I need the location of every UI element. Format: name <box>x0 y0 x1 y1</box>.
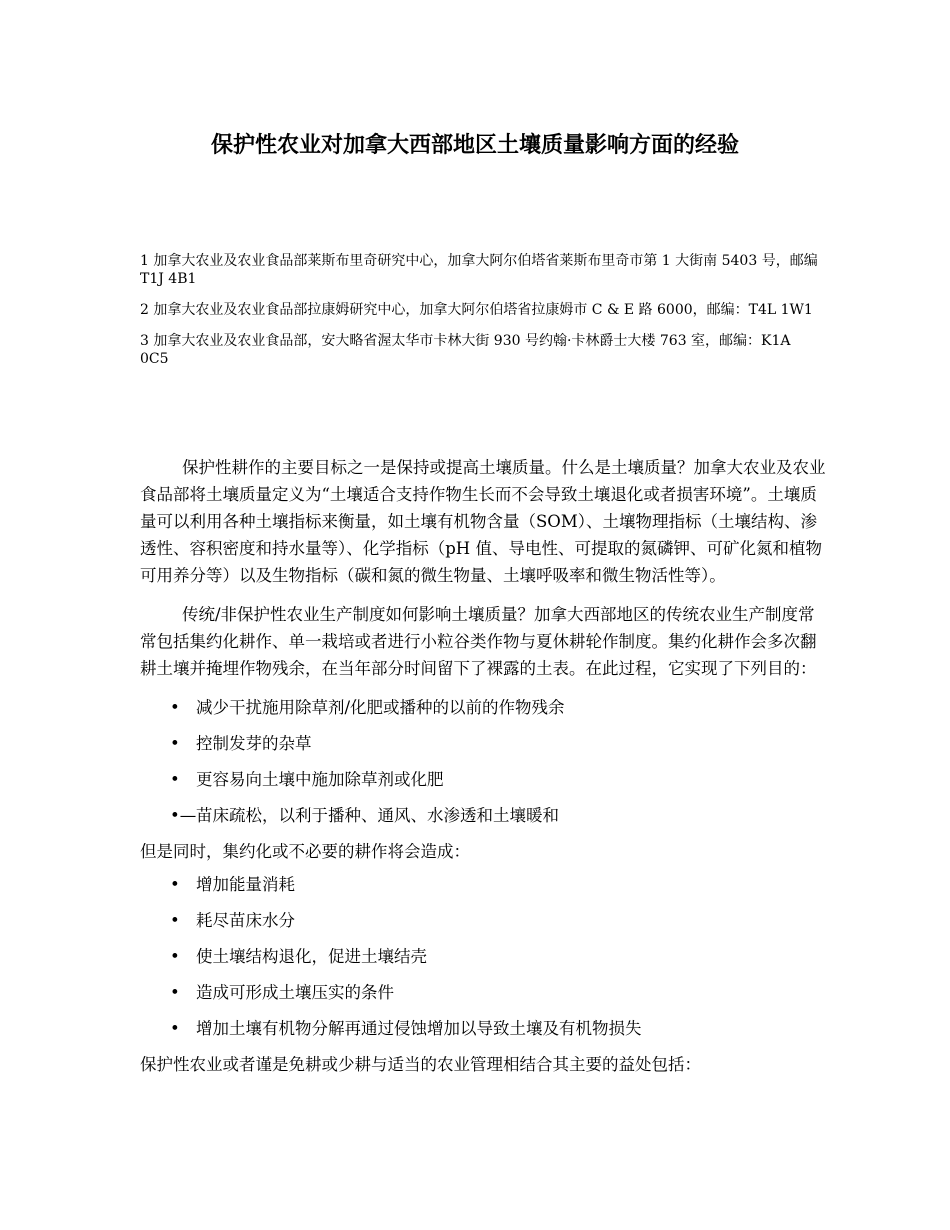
bullet-icon: • <box>170 875 180 894</box>
bullet-icon: • <box>170 947 180 966</box>
bullet-icon: • <box>170 698 180 717</box>
list-item <box>140 907 830 934</box>
list-item-text: 苗床疏松，以利于播种、通风、水渗透和土壤暖和 <box>196 806 559 825</box>
list-item <box>140 943 830 970</box>
list-item-text: 使土壤结构退化，促进土壤结壳 <box>196 947 427 966</box>
list-item-text: 增加土壤有机物分解再通过侵蚀增加以导致土壤及有机物损失 <box>196 1019 642 1038</box>
bullet-icon: • <box>170 911 180 930</box>
list-item-text: 增加能量消耗 <box>196 875 295 894</box>
affiliation-2: 2 加拿大农业及农业食品部拉康姆研究中心，加拿大阿尔伯塔省拉康姆市 C & E 路 6000，邮编：T4L 1W1 <box>140 302 813 318</box>
affiliation-1: 1 加拿大农业及农业食品部莱斯布里奇研究中心，加拿大阿尔伯塔省莱斯布里奇市第 1 大街南 5403 号，邮编 T1J 4B1 <box>140 253 818 287</box>
list-item-text: 减少干扰施用除草剂/化肥或播种的以前的作物残余 <box>196 698 565 717</box>
list-item-text: 耗尽苗床水分 <box>196 911 295 930</box>
list-item <box>140 802 830 829</box>
bullet-icon: • <box>170 734 180 753</box>
bullet-icon: • <box>170 983 180 1002</box>
tillage-purposes-list <box>140 694 830 829</box>
list-item-text: 造成可形成土壤压实的条件 <box>196 983 394 1002</box>
paragraph-soil-quality: 保护性耕作的主要目标之一是保持或提高土壤质量。什么是土壤质量？加拿大农业及农业食品部将土壤质量定义为“土壤适合支持作物生长而不会导致土壤退化或者损害环境”。土壤质量可以利用各种土壤指标来衡量，如土壤有机物含量（SOM）、土壤物理指标（土壤结构、渗透性、容积密度和持水量等）、化学指标（pH 值、导电性、可提取的氮磷钾、可矿化氮和植物可用养分等）以及生物指标（碳和氮的微生物量、土壤呼吸率和微生物活性等）。 <box>140 458 826 585</box>
list-item-text: 更容易向土壤中施加除草剂或化肥 <box>196 770 444 789</box>
list-item <box>140 694 830 721</box>
paragraph-intensive-effects: 但是同时，集约化或不必要的耕作将会造成： <box>140 842 470 861</box>
list-item <box>140 766 830 793</box>
intensive-tillage-effects-list <box>140 871 830 1042</box>
bullet-icon: • <box>170 1019 180 1038</box>
list-item <box>140 730 830 757</box>
bullet-dash-icon: •— <box>170 806 197 825</box>
list-item <box>140 979 830 1006</box>
paragraph-conservation-benefits: 保护性农业或者谨是免耕或少耕与适当的农业管理相结合其主要的益处包括： <box>140 1055 701 1074</box>
paragraph-traditional-farming: 传统/非保护性农业生产制度如何影响土壤质量？加拿大西部地区的传统农业生产制度常常包括集约化耕作、单一栽培或者进行小粒谷类作物与夏休耕轮作制度。集约化耕作会多次翻耕土壤并掩埋作物残余，在当年部分时间留下了裸露的土表。在此过程，它实现了下列目的： <box>140 605 817 678</box>
page-title: 保护性农业对加拿大西部地区土壤质量影响方面的经验 <box>210 132 739 158</box>
list-item-text: 控制发芽的杂草 <box>196 734 312 753</box>
affiliations <box>140 252 820 381</box>
list-item <box>140 871 830 898</box>
body-text <box>140 454 830 1084</box>
bullet-icon: • <box>170 770 180 789</box>
affiliation-3: 3 加拿大农业及农业食品部，安大略省渥太华市卡林大街 930 号约翰·卡林爵士大楼 763 室，邮编：K1A 0C5 <box>140 333 791 367</box>
list-item <box>140 1015 830 1042</box>
